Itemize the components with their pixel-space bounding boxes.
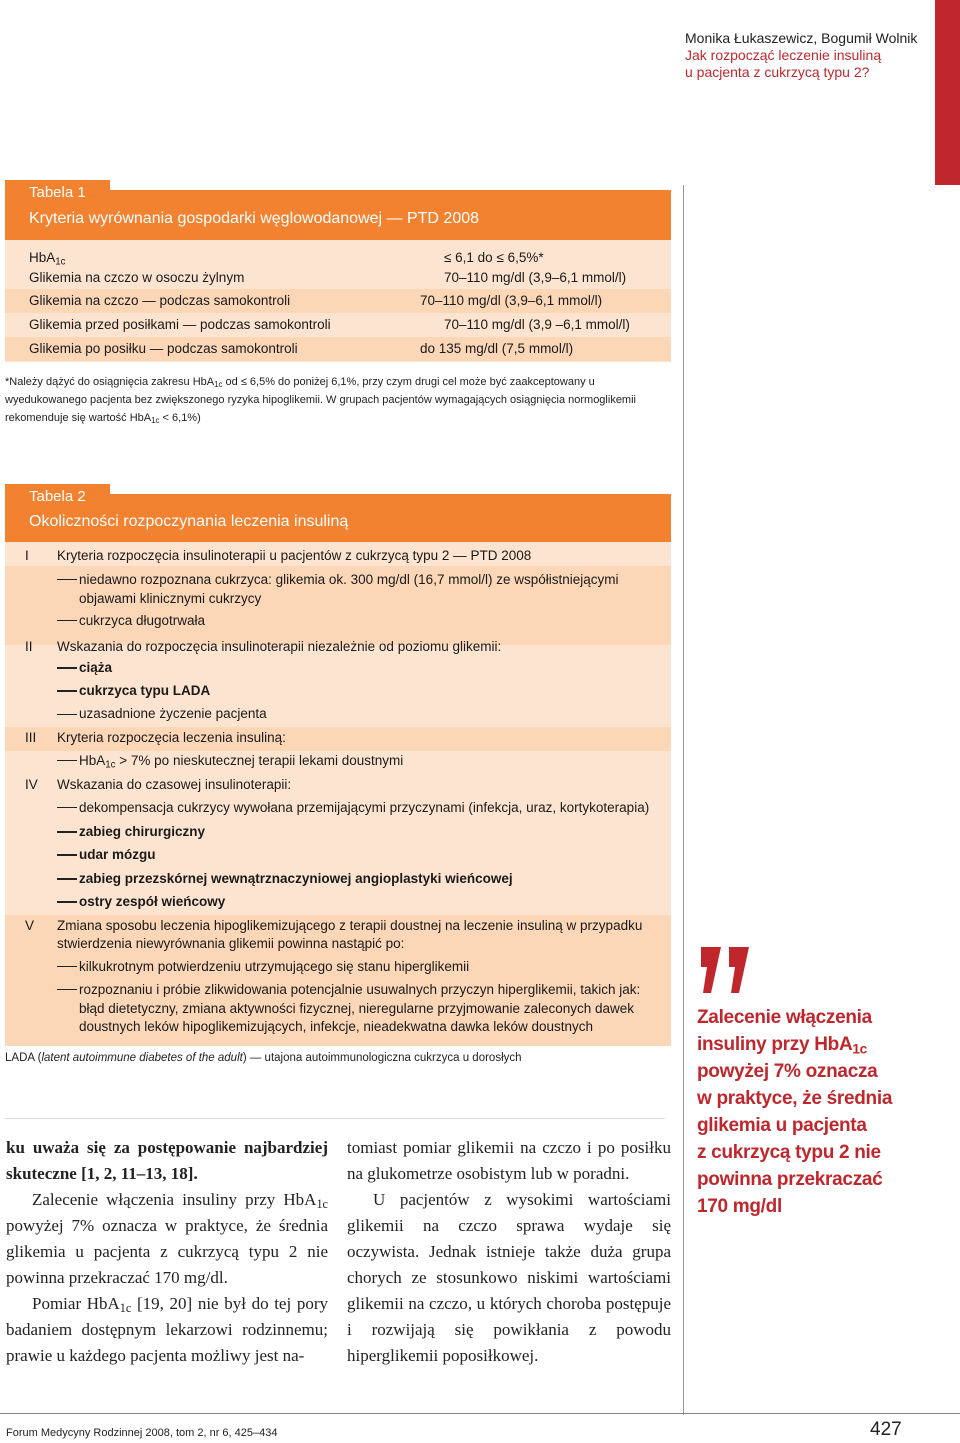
list-item: udar mózgu: [79, 847, 156, 862]
pull-quote: Zalecenie włączenia insuliny przy HbA$_{1c}$ powyżej 7% oznacza w praktyce, że średnia glikemia u pacjenta z cukrzycą typu 2 nie powinna przekraczać 170 mg/dl: [697, 1007, 893, 1217]
header-authors: Monika Łukaszewicz, Bogumił Wolnik: [685, 30, 918, 46]
section-heading: Zmiana sposobu leczenia hipoglikemizującego z terapii doustnej na leczenie insuliną w przypadku: [57, 918, 643, 933]
list-item: zabieg przezskórnej wewnątrznaczyniowej angioplastyki wieńcowej: [79, 871, 513, 886]
column-divider: [683, 185, 684, 1415]
list-item: niedawno rozpoznana cukrzyca: glikemia ok. 300 mg/dl (16,7 mmol/l) ze współistniejącymi: [79, 572, 619, 587]
table1-title: Kryteria wyrównania gospodarki węglowodanowej — PTD 2008: [5, 190, 671, 240]
header-title: Jak rozpocząć leczenie insuliną u pacjenta z cukrzycą typu 2?: [685, 47, 882, 80]
list-item: HbA$_{1c}$ > 7% po nieskutecznej terapii lekami doustnymi: [79, 753, 404, 771]
section-heading: Kryteria rozpoczęcia leczenia insuliną:: [57, 730, 286, 745]
section-heading: stwierdzenia niewyrównania glikemii powinna nastąpić po:: [57, 936, 405, 951]
paragraph: tomiast pomiar glikemii na czczo i po posiłku na glukometrze osobistym lub w poradni.: [347, 1138, 671, 1183]
table-row: HbA$_{1c}$ ≤ 6,1 do ≤ 6,5%*: [29, 250, 544, 268]
table-row: Glikemia przed posiłkami — podczas samokontroli 70–110 mg/dl (3,9 –6,1 mmol/l): [29, 317, 630, 332]
list-item: objawami klinicznymi cukrzycy: [79, 591, 262, 606]
section-numeral: V: [25, 918, 35, 933]
paragraph: ku uważa się za postępowanie najbardziej skuteczne [1, 2, 11–13, 18].: [6, 1138, 328, 1183]
list-item: cukrzyca długotrwała: [79, 613, 206, 628]
footer-journal: Forum Medycyny Rodzinnej 2008, tom 2, nr 6, 425–434: [6, 1427, 278, 1439]
header-accent-bar: [935, 0, 960, 185]
list-item: zabieg chirurgiczny: [79, 824, 206, 839]
table2-label: Tabela 2: [5, 484, 110, 510]
table-row: Glikemia na czczo w osoczu żylnym 70–110 mg/dl (3,9–6,1 mmol/l): [29, 270, 627, 285]
table1-note: *Należy dążyć do osiągnięcia zakresu HbA$_{1c}$ od ≤ 6,5% do poniżej 6,1%, przy czym drugi cel może być zaakceptowany u wyedukowanego pacjenta bez zwiększonego ryzyka hipoglikemii. W grupach pacjentów wymagających osiągnięcia normoglikemii rekomenduje się wartość HbA$_{1c}$ < 6,1%): [5, 376, 636, 425]
list-item: kilkukrotnym potwierdzeniu utrzymującego się stanu hiperglikemii: [79, 959, 470, 974]
section-heading: Wskazania do czasowej insulinoterapii:: [57, 777, 292, 792]
list-item: doustnych leków hipoglikemizujących, infekcje, nieadekwatna dawka leków doustnych: [79, 1019, 594, 1034]
table1-body: [5, 240, 671, 362]
list-item: ciąża: [79, 660, 113, 675]
list-item: dekompensacja cukrzycy wywołana przemijającymi przyczynami (infekcja, uraz, kortykoterapia): [79, 800, 650, 815]
section-numeral: II: [25, 639, 33, 654]
paragraph: Zalecenie włączenia insuliny przy HbA$_{1c}$ powyżej 7% oznacza w praktyce, że średnia glikemia u pacjenta z cukrzycą typu 2 nie powinna przekraczać 170 mg/dl.: [6, 1190, 328, 1287]
footer-rule: [0, 1413, 960, 1414]
quote-mark-icon: [697, 945, 757, 995]
table-row: Glikemia po posiłku — podczas samokontroli do 135 mg/dl (7,5 mmol/l): [5, 337, 671, 361]
paragraph: Pomiar HbA$_{1c}$ [19, 20] nie był do tej pory badaniem dostępnym lekarzowi rodzinnemu; prawie u każdego pacjenta możliwy jest na-: [6, 1294, 328, 1365]
list-item: uzasadnione życzenie pacjenta: [79, 706, 267, 721]
list-item: rozpoznaniu i próbie zlikwidowania potencjalnie usuwalnych przyczyn hiperglikemii, takich jak:: [79, 982, 641, 997]
section-numeral: III: [25, 730, 37, 745]
list-item: błąd dietetyczny, zmiana aktywności fizycznej, nieregularne przyjmowanie zaleconych dawek: [79, 1001, 635, 1016]
list-item: ostry zespół wieńcowy: [79, 894, 226, 909]
body-column-right: [347, 1135, 671, 1369]
table2-title: Okoliczności rozpoczynania leczenia insuliną: [5, 494, 671, 542]
list-item: cukrzyca typu LADA: [79, 683, 211, 698]
table1-label: Tabela 1: [5, 180, 110, 206]
table2-footnote: LADA (latent autoimmune diabetes of the adult) — utajona autoimmunologiczna cukrzyca u dorosłych: [5, 1052, 522, 1064]
table2-body: [5, 542, 671, 1045]
table-row: Glikemia na czczo — podczas samokontroli 70–110 mg/dl (3,9–6,1 mmol/l): [5, 289, 671, 313]
section-heading: Kryteria rozpoczęcia insulinoterapii u pacjentów z cukrzycą typu 2 — PTD 2008: [57, 548, 532, 563]
divider: [5, 1118, 665, 1119]
paragraph: U pacjentów z wysokimi wartościami glikemii na czczo sprawa wydaje się oczywista. Jednak istnieje także duża grupa chorych ze stosunkowo niskimi wartościami glikemii na czczo, u których choroba postępuje i rozwijają się powikłania z powodu hiperglikemii poposiłkowej.: [347, 1190, 671, 1365]
section-numeral: IV: [25, 777, 38, 792]
section-heading: Wskazania do rozpoczęcia insulinoterapii niezależnie od poziomu glikemii:: [57, 639, 502, 654]
page-number: 427: [870, 1419, 902, 1440]
body-column-left: [6, 1135, 328, 1369]
section-numeral: I: [25, 548, 29, 563]
running-header: [685, 30, 930, 81]
